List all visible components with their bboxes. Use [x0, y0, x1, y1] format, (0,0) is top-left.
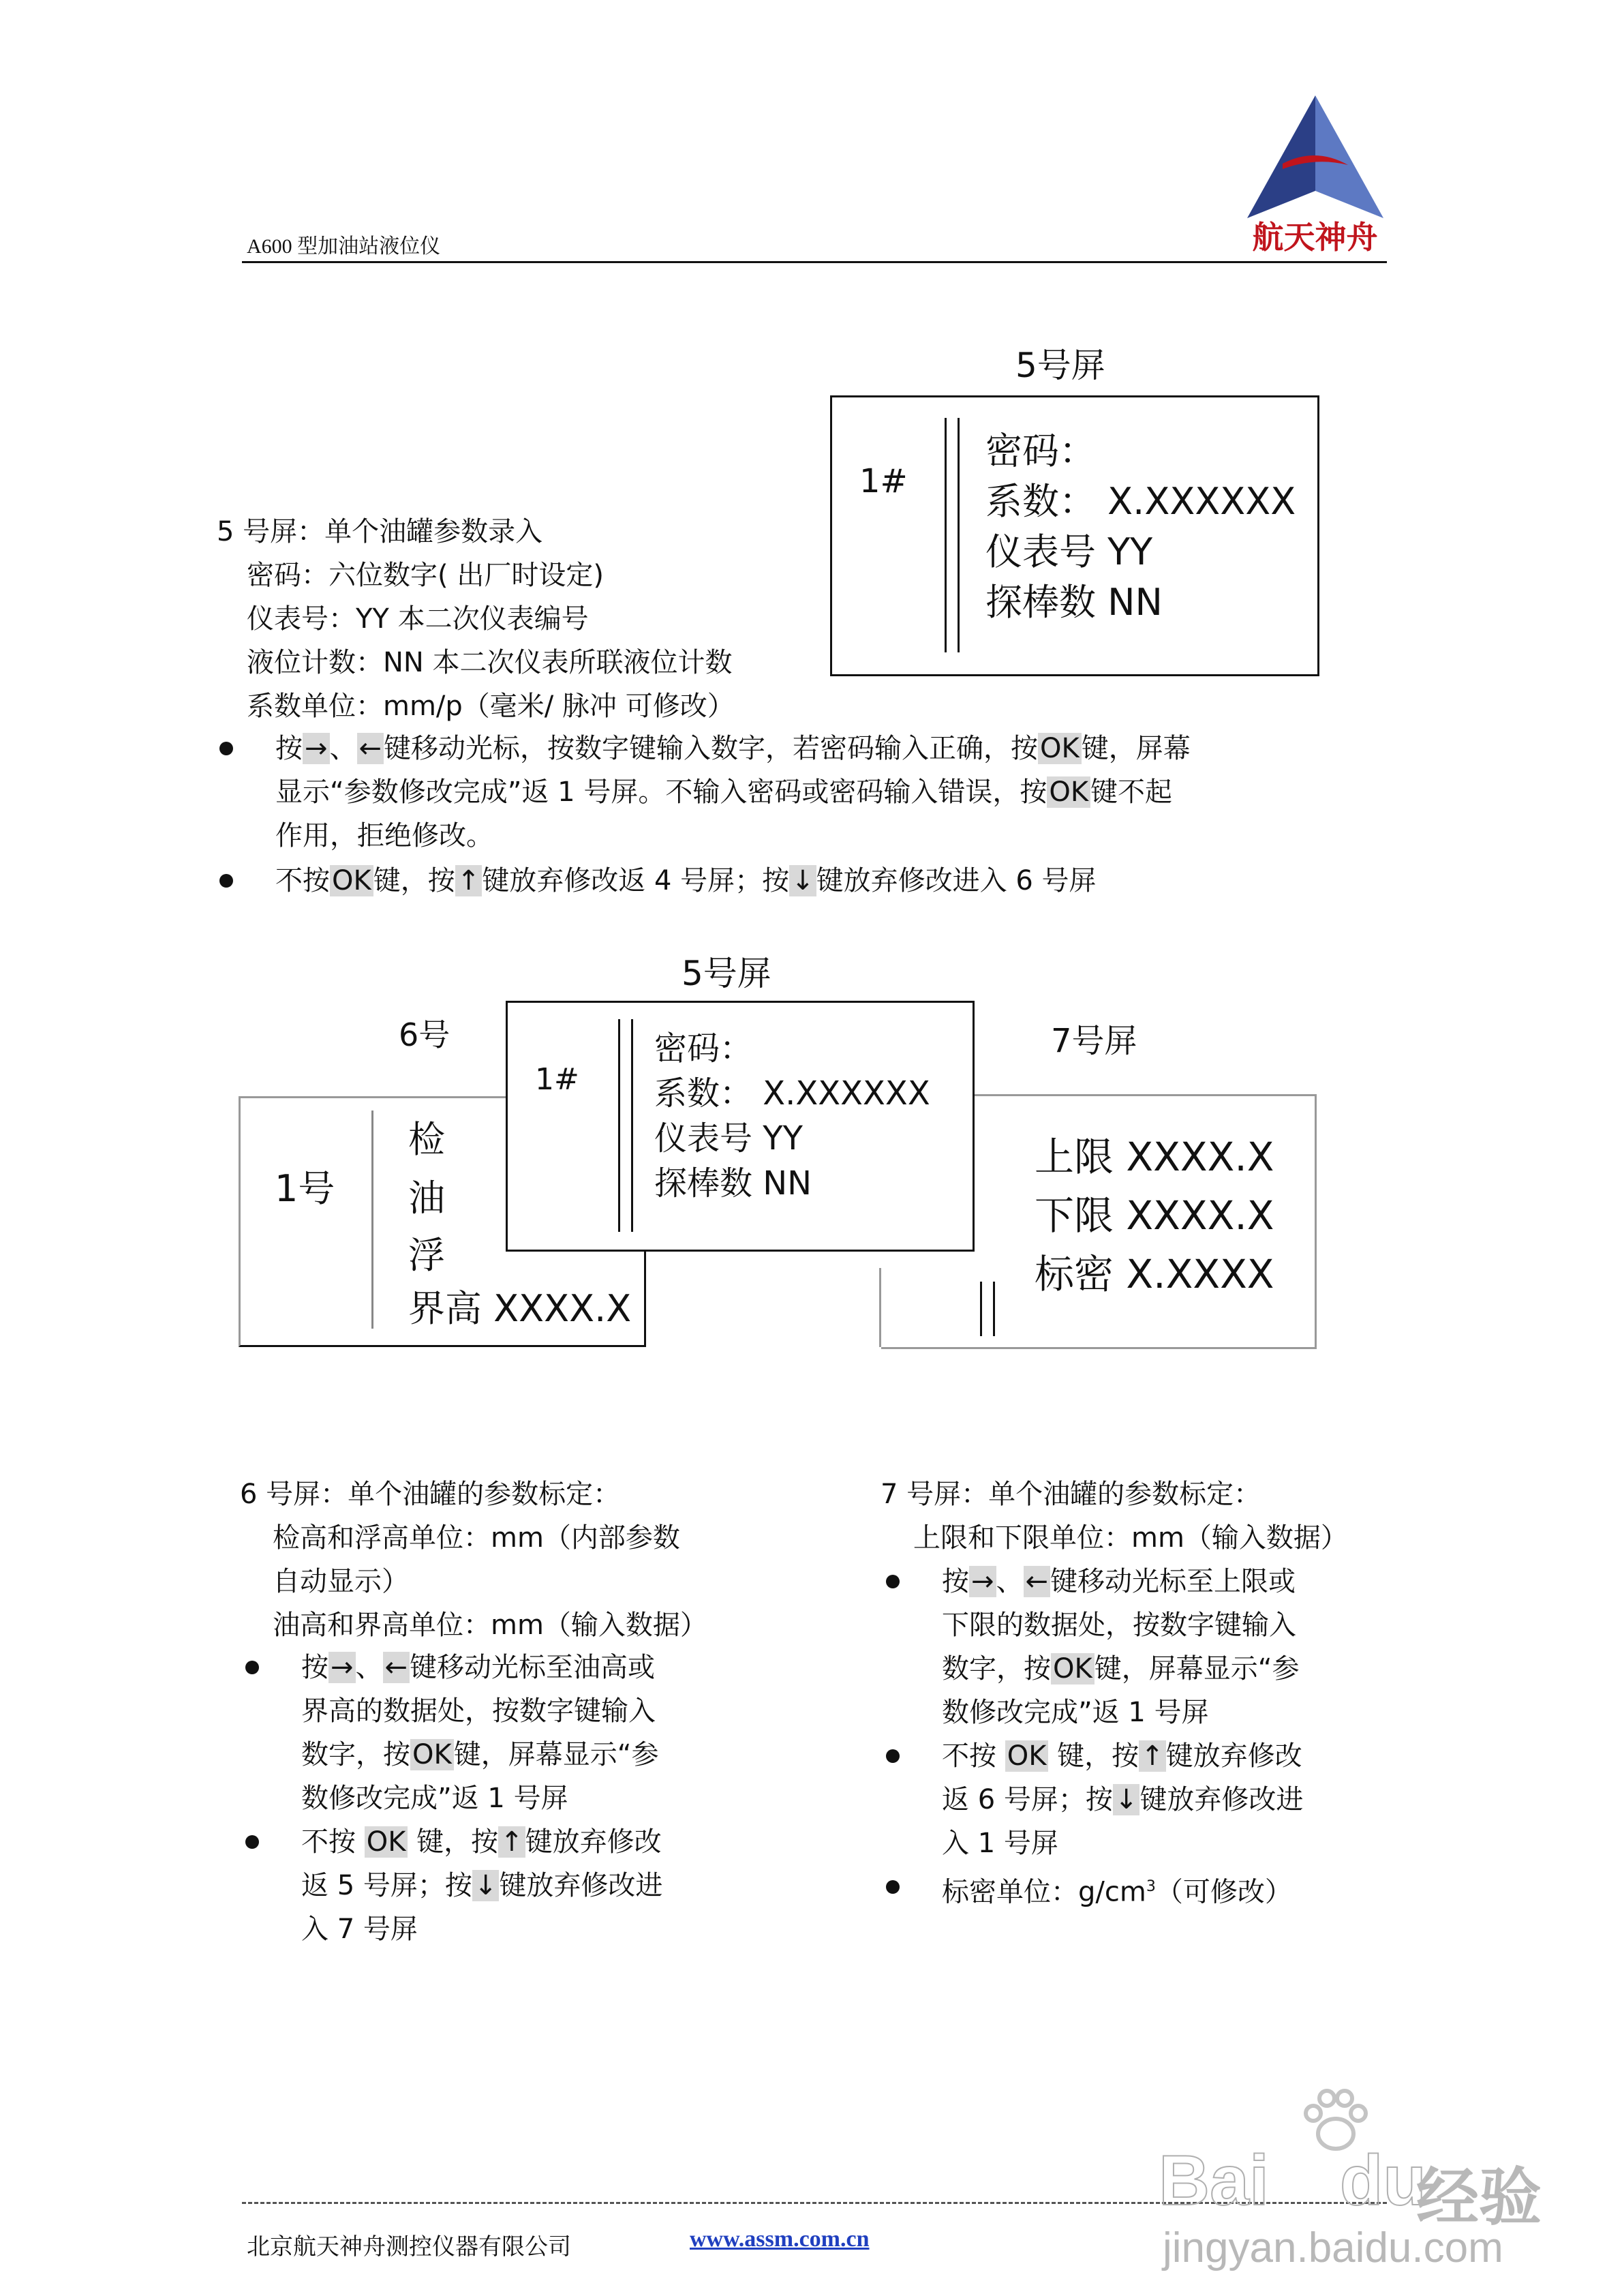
tank-number: 1#: [535, 1062, 579, 1097]
diagram-caption-5: 5号屏: [682, 954, 771, 993]
footer-website-link[interactable]: www.assm.com.cn: [690, 2226, 870, 2252]
screen-divider: [945, 418, 960, 652]
screen-line: 密码：: [654, 1029, 753, 1068]
tank-number: 1号: [275, 1167, 335, 1210]
screen-line: 检: [408, 1118, 445, 1161]
header-rule: [242, 261, 1387, 263]
bullet: [219, 742, 233, 755]
section5-heading: 5 号屏：单个油罐参数录入: [217, 516, 543, 547]
bullet: [886, 1880, 900, 1894]
footer-company: 北京航天神舟测控仪器有限公司: [247, 2235, 571, 2260]
section6-line: 自动显示）: [273, 1566, 409, 1597]
section7-bullet2-line: 入 1 号屏: [942, 1828, 1058, 1859]
screen-line: 探棒数 NN: [654, 1164, 812, 1203]
section7-bullet1-line: 下限的数据处，按数字键输入: [942, 1610, 1296, 1641]
diagram-caption-7: 7号屏: [1051, 1022, 1137, 1060]
logo-text: 航天神舟: [1252, 220, 1378, 255]
watermark-brand: Bai du: [1159, 2141, 1426, 2220]
section6-bullet1: 按→、←键移动光标至油高或: [301, 1652, 656, 1683]
bullet: [245, 1835, 259, 1849]
screen-line: 系数： X.XXXXXX: [985, 480, 1296, 523]
section5-item: 系数单位：mm/p（毫米/ 脉冲 可修改）: [247, 691, 735, 722]
bullet: [219, 874, 233, 888]
bullet: [886, 1749, 900, 1763]
screen-line: 下限 XXXX.X: [1035, 1192, 1274, 1239]
section7-bullet1-line: 数修改完成”返 1 号屏: [942, 1697, 1209, 1728]
section7-line: 上限和下限单位：mm（输入数据）: [913, 1522, 1348, 1554]
screen-line: 密码：: [985, 429, 1096, 472]
screen-line: 系数： X.XXXXXX: [654, 1074, 930, 1113]
bullet: [886, 1575, 900, 1588]
screen-line: 浮: [408, 1234, 445, 1277]
screen-divider: [618, 1019, 633, 1232]
section6-bullet1-line: 数修改完成”返 1 号屏: [301, 1783, 568, 1814]
tank-number: 1#: [859, 462, 908, 500]
section6-bullet2-line: 入 7 号屏: [301, 1914, 418, 1945]
section7-bullet3: 标密单位：$g/cm^3$（可修改）: [942, 1876, 1292, 1908]
watermark-url: jingyan.baidu.com: [1163, 2224, 1503, 2271]
section7-bullet1-line: 数字，按OK键，屏幕显示“参: [942, 1653, 1300, 1685]
screen-line: 界高 XXXX.X: [408, 1287, 632, 1330]
section6-bullet2-line: 返 5 号屏；按↓键放弃修改进: [301, 1870, 663, 1901]
section7-heading: 7 号屏：单个油罐的参数标定：: [881, 1479, 1261, 1510]
section5-bullet1-line3: 作用，拒绝修改。: [275, 820, 493, 851]
section7-bullet2-line: 返 6 号屏；按↓键放弃修改进: [942, 1784, 1304, 1815]
section6-line: 油高和界高单位：mm（输入数据）: [273, 1610, 707, 1641]
section6-bullet1-line: 数字，按OK键，屏幕显示“参: [301, 1739, 659, 1770]
screen-line: 标密 X.XXXX: [1035, 1251, 1274, 1297]
diagram-caption-6: 6号: [399, 1016, 450, 1053]
screen-line: 探棒数 NN: [985, 581, 1163, 624]
section5-item: 仪表号：YY 本二次仪表编号: [247, 603, 589, 635]
screen-line: 仪表号 YY: [985, 530, 1153, 573]
screen5-display-front: [506, 1001, 975, 1252]
screen-divider: [371, 1111, 373, 1329]
section5-bullet1-line2: 显示“参数修改完成”返 1 号屏。不输入密码或密码输入错误，按OK键不起: [275, 776, 1173, 808]
section5-bullet2: 不按OK键，按↑键放弃修改返 4 号屏；按↓键放弃修改进入 6 号屏: [275, 865, 1097, 896]
screen-line: 上限 XXXX.X: [1035, 1134, 1274, 1180]
section5-item: 液位计数：NN 本二次仪表所联液位计数: [247, 647, 733, 678]
bullet: [245, 1661, 259, 1674]
section6-heading: 6 号屏：单个油罐的参数标定：: [240, 1479, 621, 1510]
screen-line: 仪表号 YY: [654, 1119, 803, 1158]
section5-bullet1: 按→、←键移动光标，按数字键输入数字，若密码输入正确，按OK键，屏幕: [275, 733, 1191, 764]
document-header-title: A600 型加油站液位仪: [247, 235, 441, 258]
section6-bullet1-line: 界高的数据处，按数字键输入: [301, 1695, 656, 1727]
section6-line: 检高和浮高单位：mm（内部参数: [273, 1522, 680, 1554]
screen5-display: [830, 395, 1319, 676]
screen-divider: [980, 1282, 995, 1336]
screen5-caption: 5号屏: [1015, 346, 1105, 385]
section5-item: 密码：六位数字( 出厂时设定): [247, 560, 604, 591]
section7-bullet2: 不按 OK 键，按↑键放弃修改: [942, 1740, 1302, 1772]
watermark-label: 经验: [1416, 2161, 1542, 2234]
screen-line: 油: [408, 1177, 445, 1220]
section7-bullet1: 按→、←键移动光标至上限或: [942, 1566, 1296, 1597]
section6-bullet2: 不按 OK 键，按↑键放弃修改: [301, 1826, 662, 1858]
